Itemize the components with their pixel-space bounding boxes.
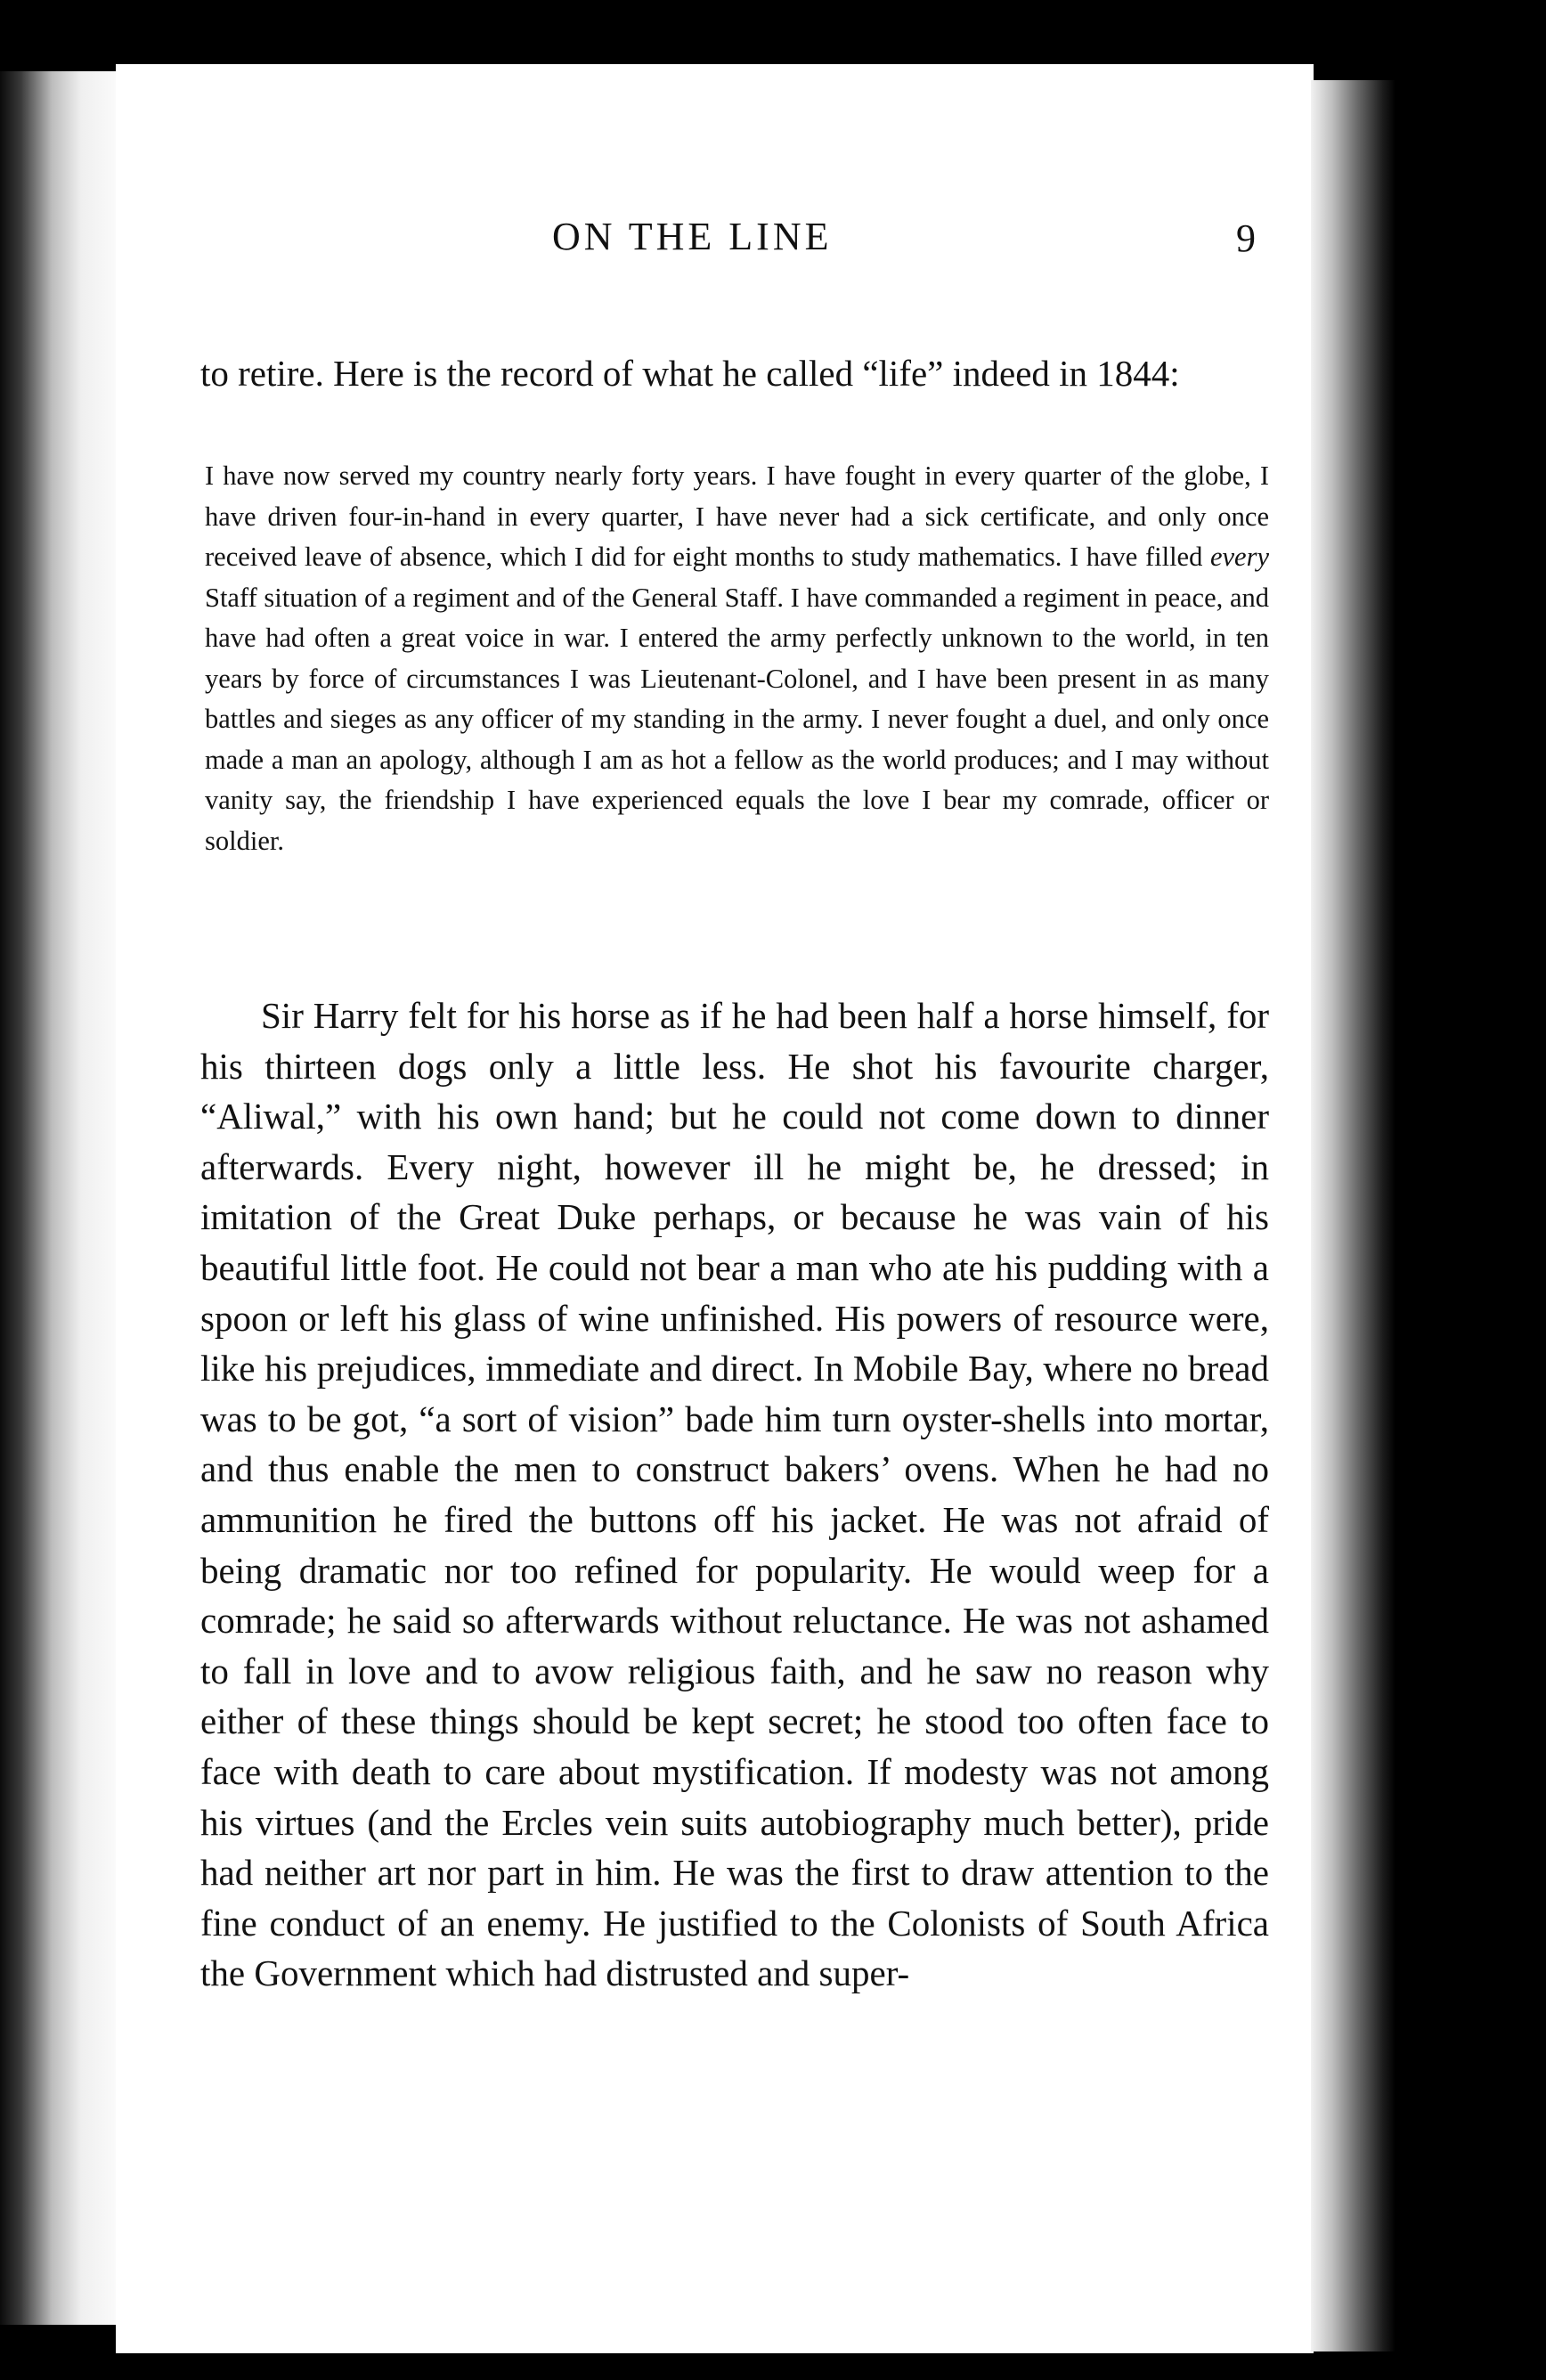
running-head xyxy=(116,214,1314,267)
intro-paragraph: to retire. Here is the record of what he called “life” indeed in 1844: xyxy=(200,353,1180,394)
book-page xyxy=(116,64,1314,2353)
right-page-edge xyxy=(1311,80,1395,2351)
running-title: ON THE LINE xyxy=(552,215,833,258)
quote-emphasis: every xyxy=(1209,542,1269,572)
quote-text-part-2: Staff situation of a regiment and of the General Staff. I have commanded a regiment in peace, and have had often a great voice in war. I entered the army perfectly unknown to the world, in ten years by force of circumstances I was Lieutenant-Colonel, and I have been present in as many battles and sieges as any officer of my standing in the army. I never fought a duel, and only once made a man an apology, although I am as hot a fellow as the world produces; and I may without vanity say, the friendship I have experienced equals the love I bear my comrade, officer or soldier. xyxy=(205,582,1269,856)
page-number: 9 xyxy=(1236,216,1256,260)
left-page-edge xyxy=(0,71,116,2325)
main-paragraph: Sir Harry felt for his horse as if he had been half a horse himself, for his thirteen dogs only a little less. He shot his favourite charger, “Aliwal,” with his own hand; but he could not come down to dinner afterwards. Every night, however ill he might be, he dressed; in imitation of the Great Duke perhaps, or because he was vain of his beautiful little foot. He could not bear a man who ate his pudding with a spoon or left his glass of wine unfinished. His powers of resource were, like his prejudices, immediate and direct. In Mobile Bay, where no bread was to be got, “a sort of vision” bade him turn oyster-shells into mortar, and thus enable the men to construct bakers’ ovens. When he had no ammunition he fired the buttons off his jacket. He was not afraid of being dramatic nor too refined for popularity. He would weep for a comrade; he said so afterwards without reluctance. He was not ashamed to fall in love and to avow religious faith, and he saw no reason why either of these things should be kept secret; he stood too often face to face with death to care about mystification. If modesty was not among his virtues (and the Ercles vein suits autobiography much better), pride had neither art nor part in him. He was the first to draw attention to the fine conduct of an enemy. He justified to the Colonists of South Africa the Government which had distrusted and super- xyxy=(200,995,1269,1994)
block-quote xyxy=(205,456,1269,861)
quote-text-part-1: I have now served my country nearly forty years. I have fought in every quarter of the globe, I have driven four-in-hand in every quarter, I have never had a sick certificate, and only once received leave of absence, which I did for eight months to study mathematics. I have filled xyxy=(205,461,1269,572)
